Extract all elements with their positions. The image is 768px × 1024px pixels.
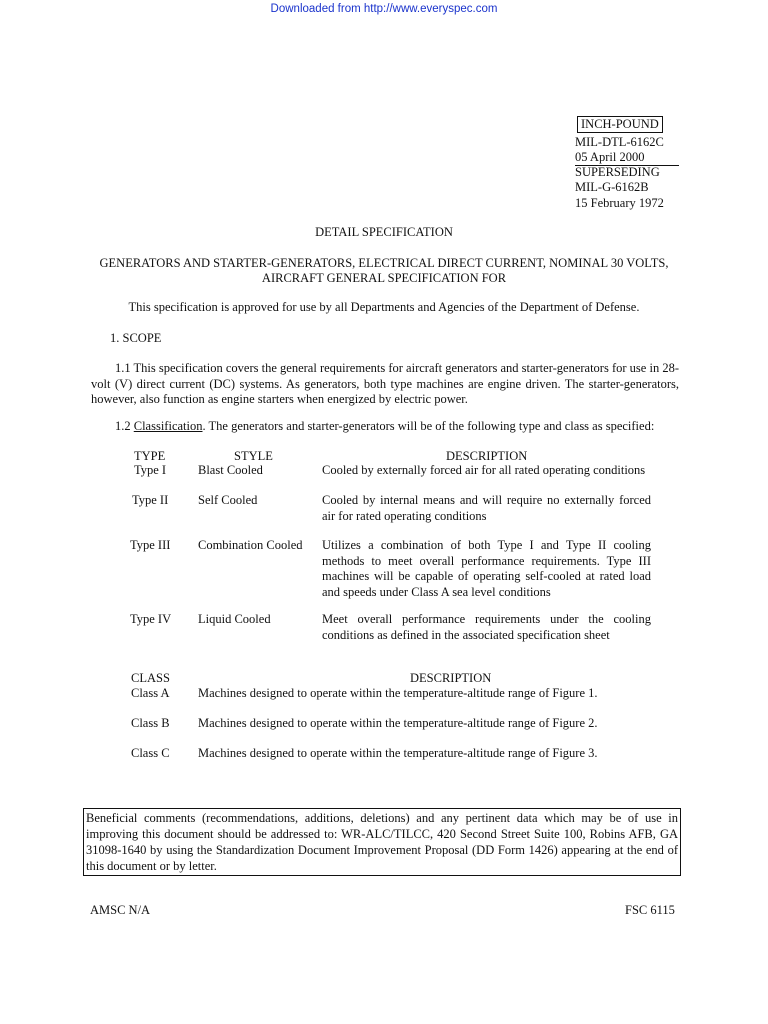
style-cell: Blast Cooled — [198, 463, 263, 477]
class-description-cell: Machines designed to operate within the temperature-altitude range of Figure 3. — [198, 746, 598, 760]
description-cell: Cooled by externally forced air for all rated operating conditions — [322, 463, 646, 477]
paragraph-1-2 — [115, 419, 654, 434]
download-source-link[interactable]: Downloaded from http://www.everyspec.com — [270, 3, 498, 15]
class-description-cell: Machines designed to operate within the temperature-altitude range of Figure 1. — [198, 686, 598, 700]
paragraph-1-2-text: . The generators and starter-generators will be of the following type and class as specified: — [202, 419, 655, 433]
title-line-2: AIRCRAFT GENERAL SPECIFICATION FOR — [261, 271, 507, 285]
style-cell: Self Cooled — [198, 493, 258, 507]
type-cell: Type IV — [130, 612, 172, 626]
type-cell: Type I — [134, 463, 167, 477]
class-cell: Class C — [131, 746, 170, 760]
style-cell: Combination Cooled — [198, 538, 303, 552]
title-line-1: GENERATORS AND STARTER-GENERATORS, ELECTRICAL DIRECT CURRENT, NOMINAL 30 VOLTS, — [99, 256, 669, 270]
approval-statement: This specification is approved for use by all Departments and Agencies of the Department of Defense. — [128, 300, 640, 314]
description-cell: Meet overall performance requirements under the cooling conditions as defined in the associated specification sheet — [322, 612, 651, 642]
description-cell: Utilizes a combination of both Type I and Type II cooling methods to meet overall performance requirements. Type III machines will be capable of operating self-cooled at rated load and speeds under Class A sea level conditions — [322, 538, 651, 599]
description-cell: Cooled by internal means and will require no externally forced air for rated operating conditions — [322, 493, 651, 523]
classification-label: Classification — [133, 419, 203, 433]
amsc-number: AMSC N/A — [90, 903, 151, 917]
superseding-label: SUPERSEDING — [575, 165, 660, 179]
document-date: 05 April 2000 — [575, 150, 645, 164]
style-header: STYLE — [234, 449, 273, 463]
type-cell: Type III — [130, 538, 171, 552]
paragraph-1-1: 1.1 This specification covers the general requirements for aircraft generators and starter-generators for use in 28-volt (V) direct current (DC) systems. As generators, both type machines are engine driven. The starter-generators, however, also function as engine starters when energized by electric power. — [91, 361, 679, 406]
type-cell: Type II — [132, 493, 169, 507]
paragraph-1-2-number: 1.2 — [115, 419, 134, 433]
type-description-header: DESCRIPTION — [446, 449, 528, 463]
superseded-document-id: MIL-G-6162B — [575, 180, 649, 194]
specification-type: DETAIL SPECIFICATION — [315, 225, 453, 239]
class-header: CLASS — [131, 671, 170, 685]
class-cell: Class B — [131, 716, 170, 730]
section-heading-scope: 1. SCOPE — [110, 331, 162, 345]
class-description-header: DESCRIPTION — [410, 671, 492, 685]
superseded-document-date: 15 February 1972 — [575, 196, 664, 210]
document-id: MIL-DTL-6162C — [575, 135, 664, 149]
inch-pound-label: INCH-POUND — [577, 116, 663, 133]
class-description-cell: Machines designed to operate within the temperature-altitude range of Figure 2. — [198, 716, 598, 730]
type-header: TYPE — [134, 449, 166, 463]
class-cell: Class A — [131, 686, 170, 700]
feedback-notice-box: Beneficial comments (recommendations, additions, deletions) and any pertinent data which may be of use in improving this document should be addressed to: WR-ALC/TILCC, 420 Second Street Suite 100, Robins AFB, GA 31098-1640 by using the Standardization Document Improvement Proposal (DD Form 1426) appearing at the end of this document or by letter. — [83, 808, 681, 876]
fsc-number: FSC 6115 — [625, 903, 675, 917]
style-cell: Liquid Cooled — [198, 612, 271, 626]
